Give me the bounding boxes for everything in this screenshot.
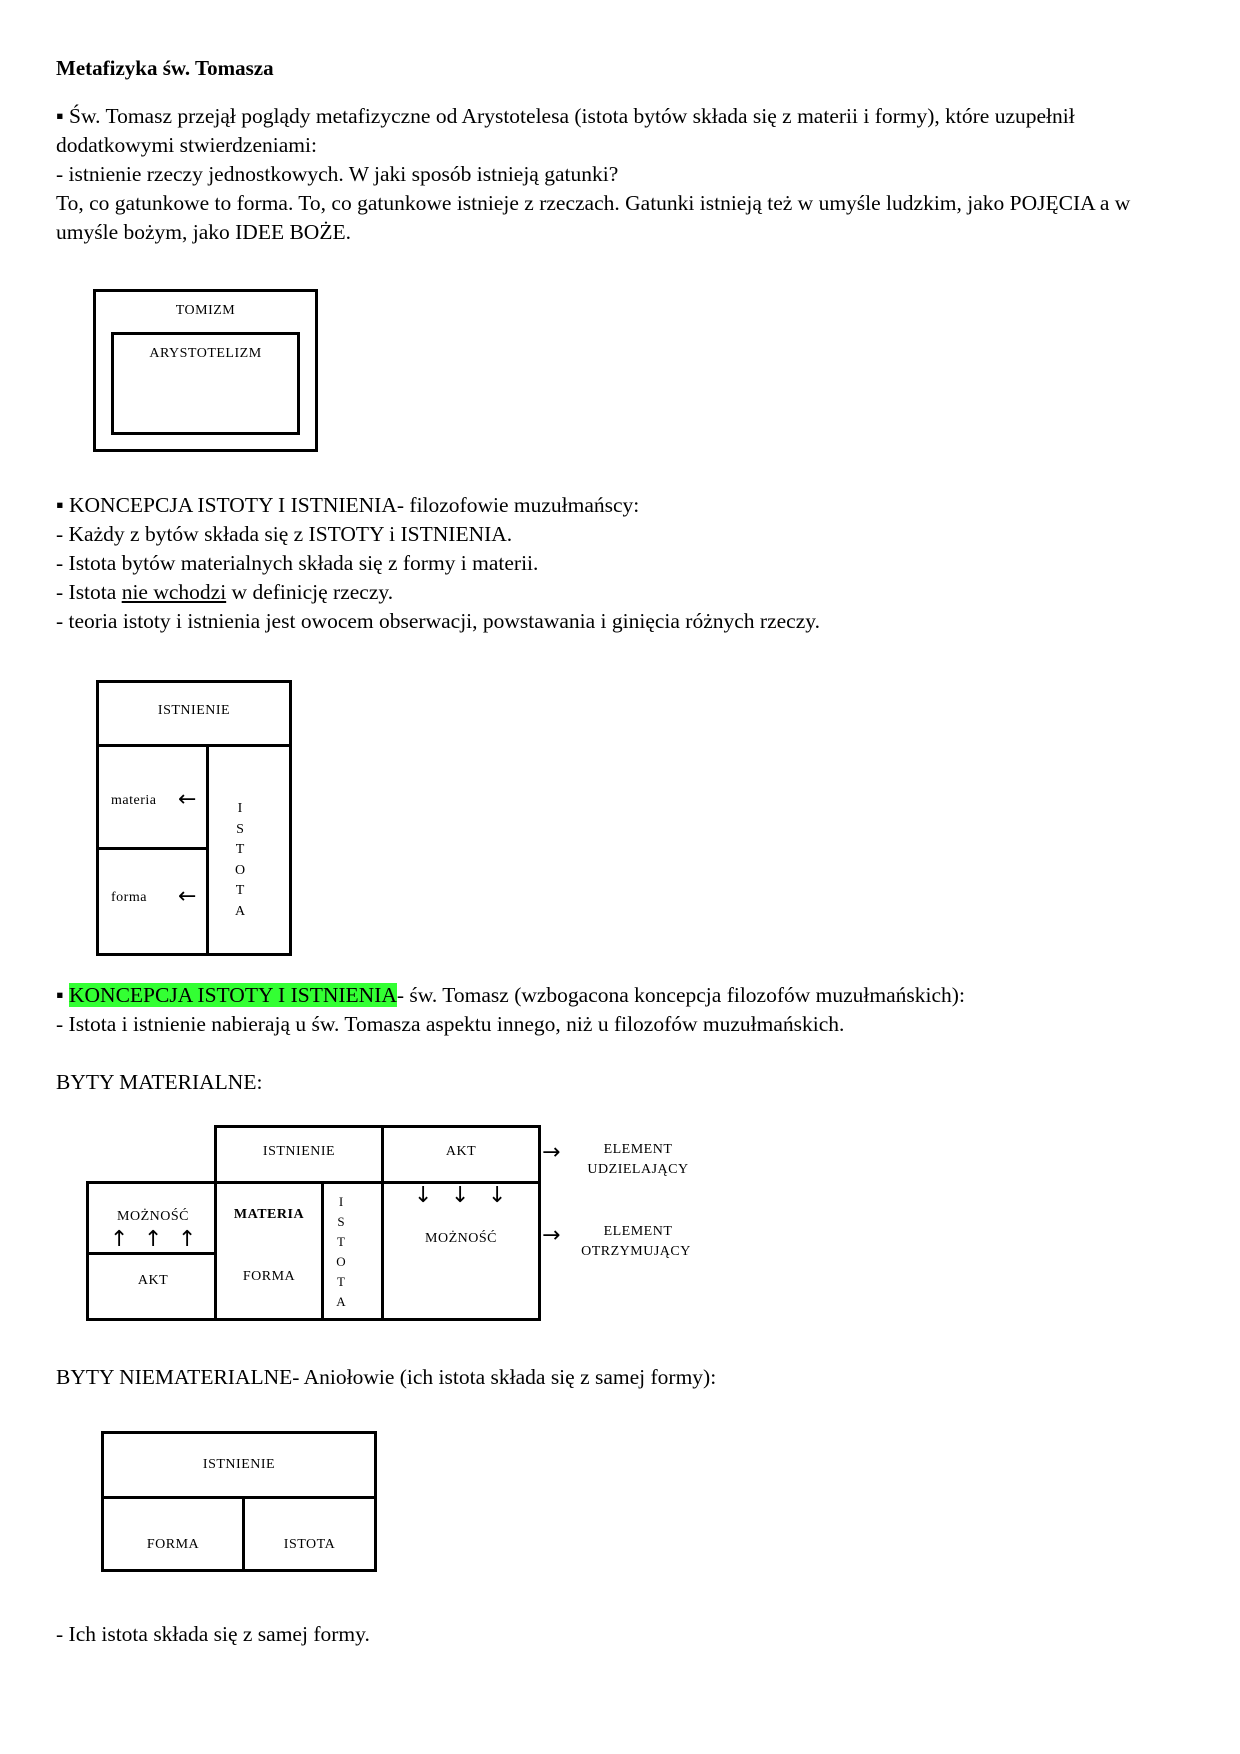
section2-line-4: - teoria istoty i istnienia jest owocem obserwacji, powstawania i ginięcia różnych rzeczy. xyxy=(56,609,820,633)
underlined-text: nie wchodzi xyxy=(121,580,227,604)
arrow-up-icon: ↑ xyxy=(110,1227,129,1252)
section2-line-3: - Istota nie wchodzi w definicję rzeczy. xyxy=(56,580,394,604)
diagram3-istnienie-label: ISTNIENIE xyxy=(262,1144,336,1159)
diagram3-materia: MATERIA xyxy=(233,1207,305,1222)
diagram4-istota-label: ISTOTA xyxy=(283,1537,336,1552)
arrow-up-icon: ↑ xyxy=(144,1227,163,1252)
diagram2-materia-label: materia xyxy=(111,793,157,808)
arrow-left-icon: ← xyxy=(178,884,197,909)
section2-line-2: - Istota bytów materialnych składa się z formy i materii. xyxy=(56,551,539,575)
highlighted-heading: KONCEPCJA ISTOTY I ISTNIENIA xyxy=(69,983,397,1007)
arystotelizm-box xyxy=(111,332,300,435)
diagram2-istnienie-label: ISTNIENIE xyxy=(157,703,231,718)
tomizm-label: TOMIZM xyxy=(175,303,236,318)
angels-diagram xyxy=(101,1431,377,1572)
section-thomas xyxy=(56,981,1186,1039)
arystotelizm-label: ARYSTOTELIZM xyxy=(149,346,262,361)
arrow-right-icon: → xyxy=(542,1140,561,1165)
section3-heading: ▪ KONCEPCJA ISTOTY I ISTNIENIA- św. Tomasz (wzbogacona koncepcja filozofów muzułmańskich): xyxy=(56,983,965,1007)
arrow-up-icon: ↑ xyxy=(178,1227,197,1252)
intro-line-1: ▪ Św. Tomasz przejął poglądy metafizyczne od Arystotelesa (istota bytów składa się z materii i formy), które uzupełnił dodatkowymi stwierdzeniami: xyxy=(56,104,1075,157)
diagram2-istota-vertical: I S T O T A xyxy=(234,801,246,919)
arrow-down-icon: ↓ xyxy=(488,1183,507,1208)
diagram3-istota-vertical: I S T O T A xyxy=(336,1194,346,1309)
section-muslim-philosophers xyxy=(56,491,1186,636)
section3-line-1: - Istota i istnienie nabierają u św. Tomasza aspektu innego, niż u filozofów muzułmańskich. xyxy=(56,1012,845,1036)
element-udzielajacy-2: UDZIELAJĄCY xyxy=(587,1162,689,1177)
diagram3-istnienie-cell xyxy=(214,1125,384,1184)
intro-paragraph xyxy=(56,102,1186,247)
diagram2-forma-label: forma xyxy=(111,890,147,905)
element-udzielajacy-1: ELEMENT xyxy=(603,1142,673,1157)
diagram3-forma: FORMA xyxy=(242,1269,296,1284)
immaterial-beings-heading: BYTY NIEMATERIALNE- Aniołowie (ich istota składa się z samej formy): xyxy=(56,1365,717,1389)
section2-heading: ▪ KONCEPCJA ISTOTY I ISTNIENIA- filozofowie muzułmańscy: xyxy=(56,493,640,517)
diagram4-istnienie-label: ISTNIENIE xyxy=(202,1457,276,1472)
element-otrzymujacy-2: OTRZYMUJĄCY xyxy=(581,1244,691,1259)
diagram3-akt-left: AKT xyxy=(137,1273,169,1288)
diagram3-akt-top-label: AKT xyxy=(445,1144,477,1159)
arrow-down-icon: ↓ xyxy=(451,1183,470,1208)
section2-line-1: - Każdy z bytów składa się z ISTOTY i ISTNIENIA. xyxy=(56,522,513,546)
intro-line-2: - istnienie rzeczy jednostkowych. W jaki sposób istnieją gatunki? xyxy=(56,162,619,186)
element-otrzymujacy-1: ELEMENT xyxy=(603,1224,673,1239)
arrow-right-icon: → xyxy=(542,1223,561,1248)
istnienie-istota-diagram xyxy=(96,680,292,956)
document-title: Metafizyka św. Tomasza xyxy=(56,56,274,80)
arrow-down-icon: ↓ xyxy=(414,1183,433,1208)
arrow-left-icon: ← xyxy=(178,787,197,812)
diagram4-forma-label: FORMA xyxy=(146,1537,200,1552)
tomizm-box xyxy=(93,289,318,452)
diagram3-main xyxy=(86,1181,541,1321)
intro-line-3: To, co gatunkowe to forma. To, co gatunkowe istnieje z rzeczach. Gatunki istnieją też w umyśle ludzkim, jako POJĘCIA a w umyśle bożym, jako IDEE BOŻE. xyxy=(56,191,1131,244)
diagram3-mozliwosc-right: MOŻNOŚĆ xyxy=(425,1231,497,1246)
material-beings-heading: BYTY MATERIALNE: xyxy=(56,1070,263,1094)
diagram3-akt-top-cell xyxy=(381,1125,541,1184)
diagram3-mozliwosc-left: MOŻNOŚĆ xyxy=(117,1209,189,1224)
final-line: - Ich istota składa się z samej formy. xyxy=(56,1622,370,1646)
